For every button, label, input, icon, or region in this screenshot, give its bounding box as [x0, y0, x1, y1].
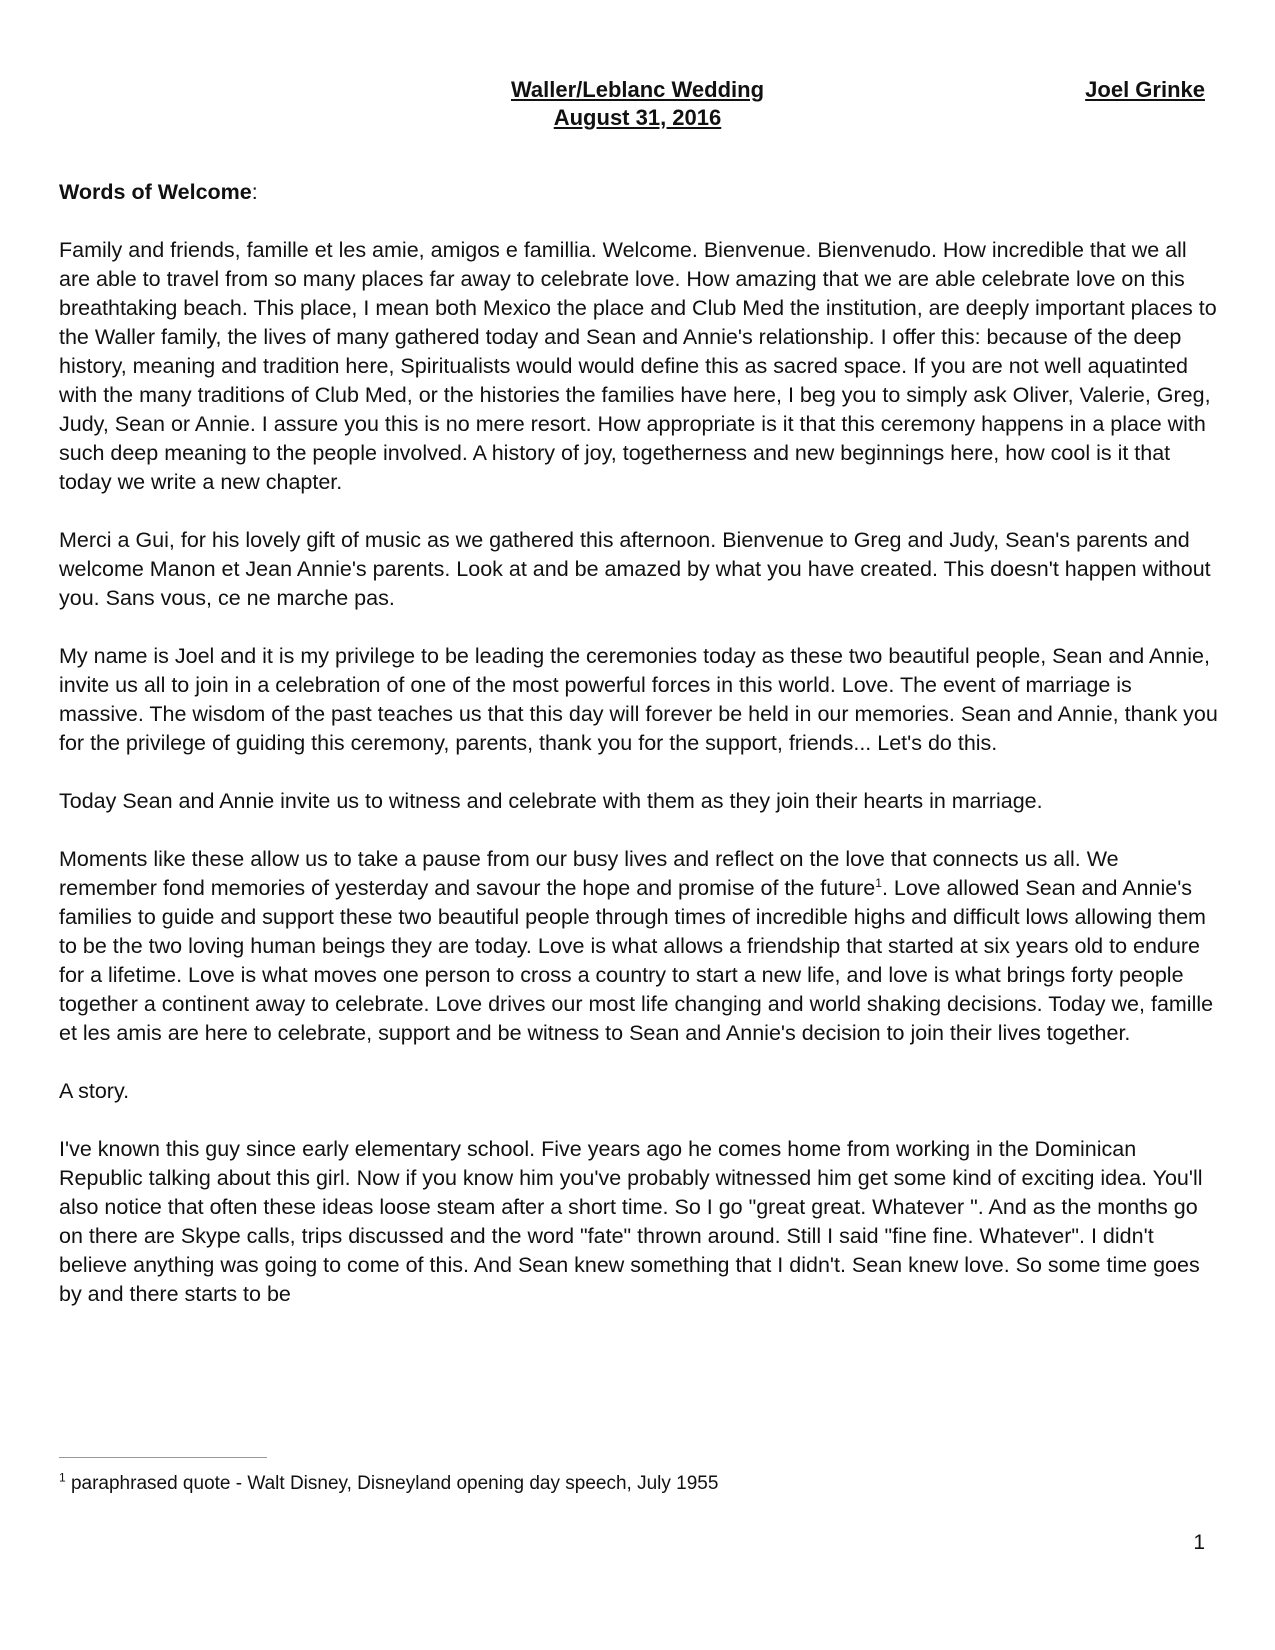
footnote-divider: [59, 1457, 267, 1458]
paragraph-love-text-end: . Love allowed Sean and Annie's families to guide and support these two beautiful people through times of incredible highs and difficult lows allowing them to be the two loving human beings they are today. Love is what allows a friendship that started at six years old to endure for a lifetime. Love is what moves one person to cross a country to start a new life, and love is what brings forty people together a continent away to celebrate. Love drives our most life changing and world shaking decisions. Today we, famille et les amis are here to celebrate, support and be witness to Sean and Annie's decision to join their lives together.: [59, 876, 1214, 1045]
document-date: August 31, 2016: [553, 105, 722, 130]
section-title: Words of Welcome: [59, 180, 252, 204]
paragraph-love: [59, 845, 1219, 1048]
paragraph-introduction: My name is Joel and it is my privilege to be leading the ceremonies today as these two beautiful people, Sean and Annie, invite us all to join in a celebration of one of the most powerful forces in this world. Love. The event of marriage is massive. The wisdom of the past teaches us that this day will forever be held in our memories. Sean and Annie, thank you for the privilege of guiding this ceremony, parents, thank you for the support, friends... Let's do this.: [59, 644, 1218, 755]
document-title: Waller/Leblanc Wedding: [510, 77, 765, 102]
section-heading: [59, 178, 1219, 207]
footnote: [59, 1472, 718, 1496]
footnote-number: 1: [59, 1470, 66, 1485]
paragraph-story: I've known this guy since early elementary school. Five years ago he comes home from working in the Dominican Republic talking about this girl. Now if you know him you've probably witnessed him get some kind of exciting idea. You'll also notice that often these ideas loose steam after a short time. So I go "great great. Whatever ". And as the months go on there are Skype calls, trips discussed and the word "fate" thrown around. Still I said "fine fine. Whatever". I didn't believe anything was going to come of this. And Sean knew something that I didn't. Sean knew love. So some time goes by and there starts to be: [59, 1137, 1203, 1306]
footnote-reference: 1: [875, 875, 882, 890]
document-author: Joel Grinke: [1085, 77, 1205, 102]
paragraph-love-text-start: Moments like these allow us to take a pause from our busy lives and reflect on the love that connects us all. We remember fond memories of yesterday and savour the hope and promise of the future: [59, 847, 1119, 900]
document-body: [59, 178, 1219, 1338]
page-number: 1: [1193, 1531, 1205, 1554]
paragraph-story-heading: A story.: [59, 1079, 130, 1103]
footnote-text: paraphrased quote - Walt Disney, Disneyland opening day speech, July 1955: [65, 1473, 719, 1494]
section-title-suffix: :: [251, 180, 258, 204]
paragraph-welcome: Family and friends, famille et les amie, amigos e famillia. Welcome. Bienvenue. Bienvenudo. How incredible that we all are able to travel from so many places far away to celebrate love. How amazing that we are able celebrate love on this breathtaking beach. This place, I mean both Mexico the place and Club Med the institution, are deeply important places to the Waller family, the lives of many gathered today and Sean and Annie's relationship. I offer this: because of the deep history, meaning and tradition here, Spiritualists would would define this as sacred space. If you are not well aquatinted with the many traditions of Club Med, or the histories the families have here, I beg you to simply ask Oliver, Valerie, Greg, Judy, Sean or Annie. I assure you this is no mere resort. How appropriate is it that this ceremony happens in a place with such deep meaning to the people involved. A history of joy, togetherness and new beginnings here, how cool is it that today we write a new chapter.: [59, 238, 1217, 494]
paragraph-invitation: Today Sean and Annie invite us to witness and celebrate with them as they join their hearts in marriage.: [59, 789, 1043, 813]
paragraph-thanks: Merci a Gui, for his lovely gift of music as we gathered this afternoon. Bienvenue to Greg and Judy, Sean's parents and welcome Manon et Jean Annie's parents. Look at and be amazed by what you have created. This doesn't happen without you. Sans vous, ce ne marche pas.: [59, 528, 1211, 610]
document-header: [0, 76, 1275, 132]
